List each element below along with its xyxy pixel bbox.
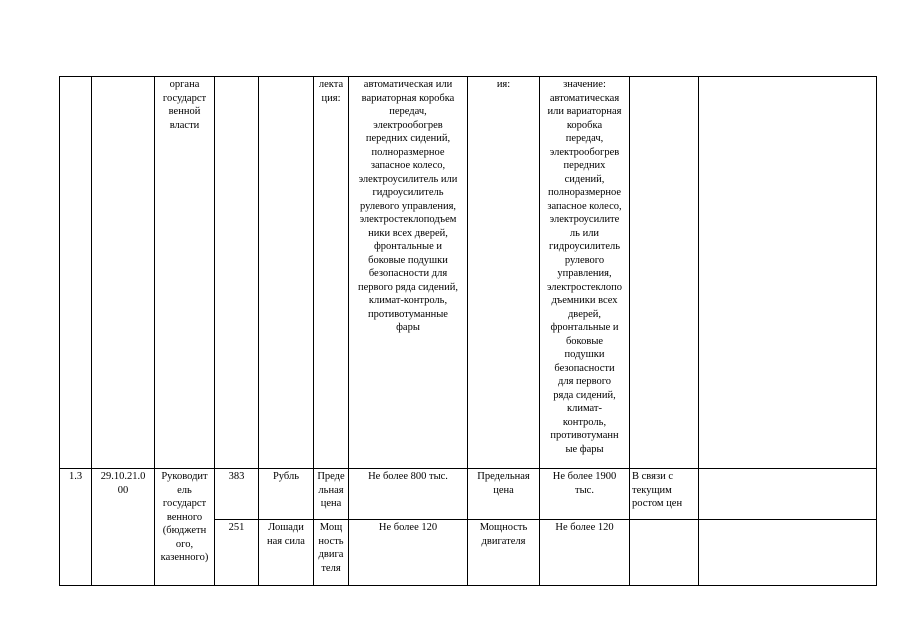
cell-unit-name: Лошади ная сила (259, 520, 314, 586)
cell-item-date-code: 29.10.21.0 00 (92, 469, 155, 586)
cell-value-continued: автоматическая или вариаторная коробка передач, электрообогрев передних сидений, полноразмерное запасное колесо, электроусилитель или гидроусилитель рулевого управления, электростеклоподъем ники всех дверей, фронтальные и боковые подушки безопасности для первого ряда сидений, климат-контроль, противотуманные фары (349, 77, 468, 469)
cell-empty-unit-code (215, 77, 259, 469)
cell-empty-code (92, 77, 155, 469)
cell-empty-last (699, 77, 877, 469)
cell-item-number: 1.3 (60, 469, 92, 586)
cell-value2: Не более 1900 тыс. (540, 469, 630, 520)
cell-unit-name: Рубль (259, 469, 314, 520)
cell-value2-continued: значение: автоматическая или вариаторная коробка передач, электрообогрев передних сидений, полноразмерное запасное колесо, электроусилите ль или гидроусилитель рулевого управления, электростеклопо дъемники всех дверей, фронтальные и боковые подушки безопасности для первого ряда сидений, климат- контроль, противотуманн ые фары (540, 77, 630, 469)
cell-characteristic2: Предельная цена (468, 469, 540, 520)
cell-value: Не более 120 (349, 520, 468, 586)
cell-empty-unit (259, 77, 314, 469)
cell-value2: Не более 120 (540, 520, 630, 586)
cell-note (630, 520, 699, 586)
cell-empty-note (630, 77, 699, 469)
cell-unit-code: 251 (215, 520, 259, 586)
cell-empty-last (699, 469, 877, 520)
cell-value: Не более 800 тыс. (349, 469, 468, 520)
cell-characteristic: Преде льная цена (314, 469, 349, 520)
document-table (59, 76, 877, 586)
continuation-row (60, 77, 877, 469)
cell-characteristic-continued: лекта ция: (314, 77, 349, 469)
cell-characteristic: Мощ ность двига теля (314, 520, 349, 586)
cell-note: В связи с текущим ростом цен (630, 469, 699, 520)
table-row (60, 469, 877, 520)
cell-item-category: Руководит ель государст венного (бюджетн ого, казенного) (155, 469, 215, 586)
cell-characteristic2-continued: ия: (468, 77, 540, 469)
cell-unit-code: 383 (215, 469, 259, 520)
cell-empty-last (699, 520, 877, 586)
cell-category-continued: органа государст венной власти (155, 77, 215, 469)
cell-empty-number (60, 77, 92, 469)
cell-characteristic2: Мощность двигателя (468, 520, 540, 586)
